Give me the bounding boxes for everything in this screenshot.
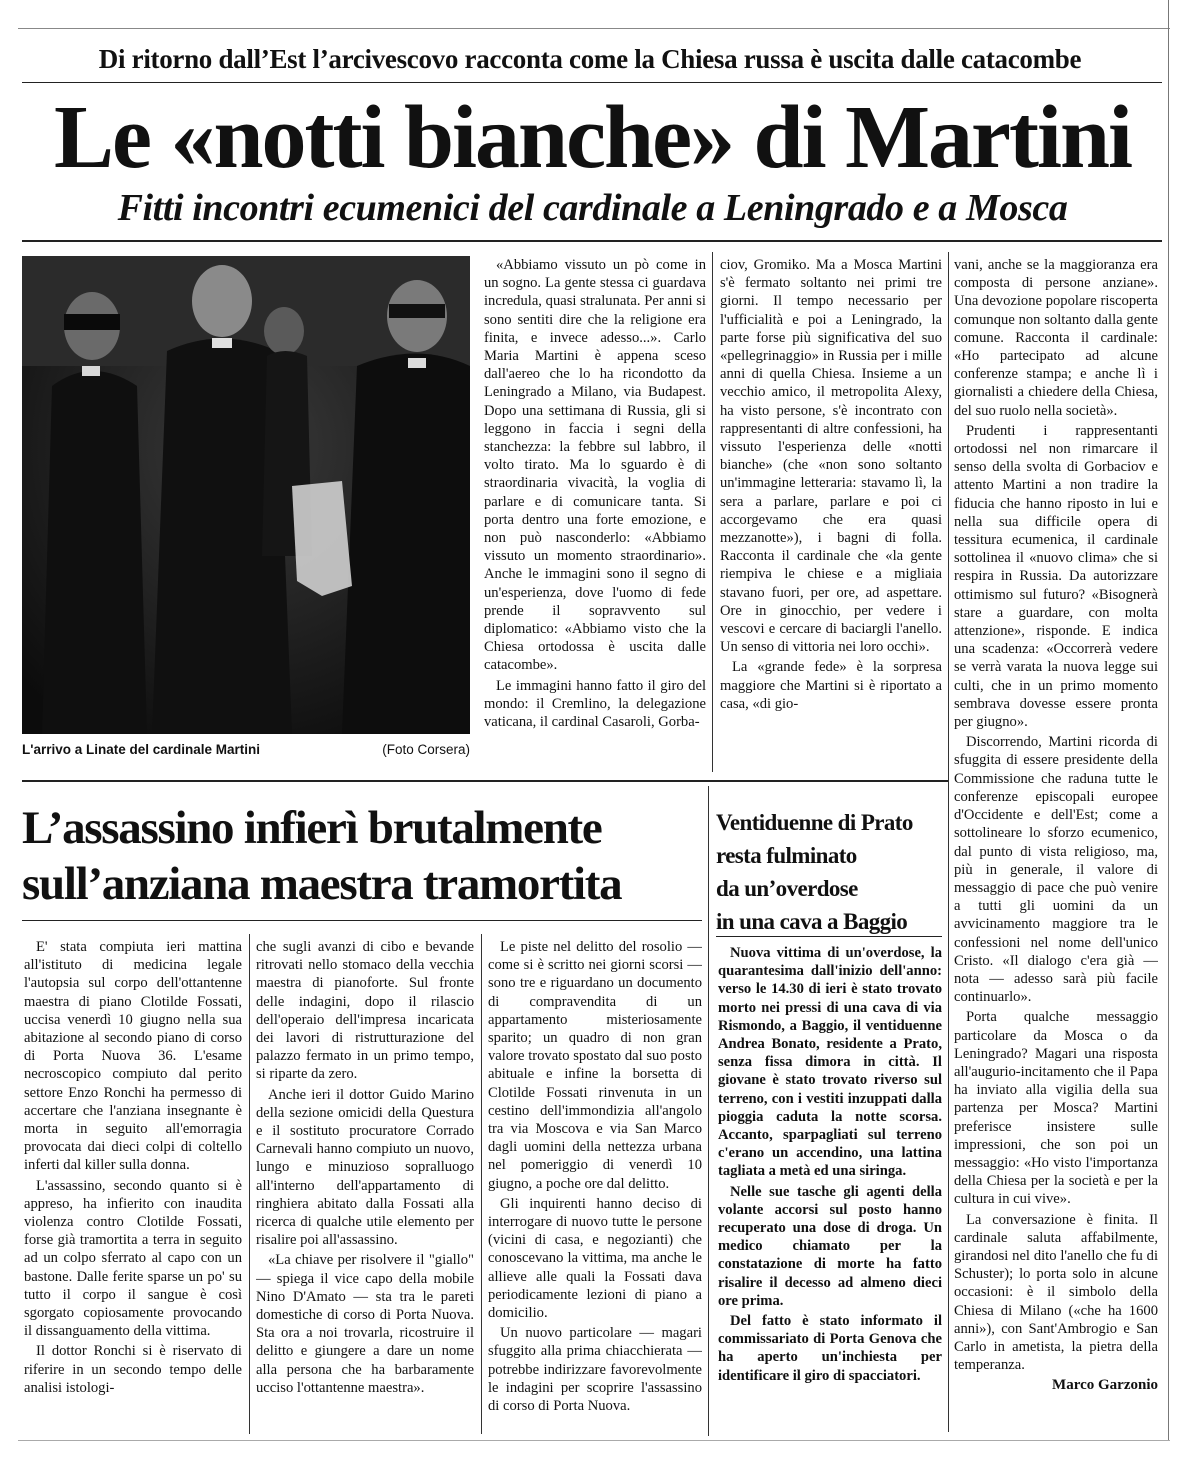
paragraph: Nelle sue tasche gli agenti della volante accorsi sul posto hanno recuperato una dose di droga. Un medico chiamato per la constatazione di morte ha fatto risalire il decesso ad almeno dieci ore prima.	[718, 1183, 942, 1309]
right-edge-rule	[1168, 0, 1169, 1440]
paragraph: La «grande fede» è la sorpresa maggiore che Martini si è riportato a casa, «di gio-	[720, 659, 942, 712]
photo-caption: L'arrivo a Linate del cardinale Martini	[22, 742, 261, 757]
overdose-headline	[716, 806, 946, 938]
paragraph: vani, anche se la maggioranza era composta di persone anziane». Una devozione popolare riscoperta comunque non soltanto dalla gente comune. Racconta il cardinale: «Ho partecipato ad alcune conferenze stampa; e anche lì i giornalisti a chiedere della Chiesa, del suo ruolo nella società».	[954, 257, 1158, 419]
photo	[22, 256, 470, 734]
assassino-headline-line-1: L’assassino infierì brutalmente	[22, 802, 602, 854]
paragraph: Nuova vittima di un'overdose, la quarantesima dall'inizio dell'anno: verso le 14.30 di ieri è stato trovato morto nei pressi di una cava di via Rismondo, a Baggio, il ventiduenne Andrea Bonato, residente a Prato, senza fissa dimora in città. Il giovane è stato trovato riverso sul terreno, con i vestiti inzuppati dalla pioggia caduta la notte scorsa. Accanto, sparpagliati sul terreno c'erano un accendino, una lattina tagliata a metà ed una siringa.	[718, 945, 942, 1180]
byline: Marco Garzonio	[1052, 1377, 1158, 1394]
paragraph: Un nuovo particolare — magari sfuggito alla prima chiacchierata — potrebbe indirizzare favorevolmente le indagini per scoprire l'assassino di corso di Porta Nuova.	[488, 1325, 702, 1415]
assassino-headline	[22, 800, 702, 912]
assassino-column-2	[256, 938, 474, 1436]
photo-image	[22, 256, 470, 734]
paragraph: «La chiave per risolvere il "giallo" — spiega il vice capo della mobile Nino D'Amato — sta tra le pareti domestiche di corso di Porta Nuova. Sta ora a noi trovarla, ricostruire il delitto e giungere a dare un nome alla persona che ha barbaramente ucciso l'ottantenne maestra».	[256, 1252, 474, 1396]
paragraph: che sugli avanzi di cibo e bevande ritrovati nello stomaco della vecchia maestra di pianoforte. Sul fronte delle indagini, dopo il rilascio dell'operaio dell'impresa incaricata dei lavori di ristrutturazione del palazzo fermato in un primo tempo, si riparte da zero.	[256, 939, 474, 1083]
overdose-headline-line-2: resta fulminato	[716, 843, 857, 868]
column-rule	[481, 934, 482, 1434]
paragraph: Le immagini hanno fatto il giro del mondo: il Cremlino, la delegazione vaticana, il cardinal Casaroli, Gorba-	[484, 677, 706, 731]
paragraph: La conversazione è finita. Il cardinale saluta affabilmente, girandosi nel dito l'anello che fu di Schuster); lo porta solo in alcune occasioni: è il simbolo della Chiesa di Milano («che ha 1600 anni»), con Sant'Ambrogio e San Carlo in ametista, la pietra della temperanza.	[954, 1211, 1158, 1374]
paragraph: Del fatto è stato informato il commissariato di Porta Genova che ha aperto un'inchiesta per identificare il giro di spacciatori.	[718, 1313, 942, 1384]
assassino-column-3	[488, 938, 702, 1436]
paragraph: Porta qualche messaggio particolare da Mosca o da Leningrado? Magari una risposta all'augurio-incitamento che il Papa ha inviato alla vigilia della sua partenza per Mosca? Martini preferisce insistere sulle impressioni, che son poi un messaggio: «Ho visto l'importanza della Chiesa per la società e per la cultura in cui vive».	[954, 1009, 1158, 1208]
overdose-rule	[716, 936, 942, 937]
paragraph: L'assassino, secondo quanto si è appreso, ha infierito con inaudita violenza contro Clotilde Fossati, forse già tramortita a terra in seguito ad un colpo sferrato al capo con un bastone. Dalle ferite sparse un po' su tutto il corpo il sangue è così sgorgato copiosamente provocando il dissanguamento della vittima.	[24, 1177, 242, 1340]
paragraph: ciov, Gromiko. Ma a Mosca Martini s'è fermato soltanto nei primi tre giorni. Il tempo necessario per l'ufficialità e poi a Leningrado, la parte forse più significativa del suo «pellegrinaggio» in Russia per i mille anni di quella Chiesa. Insieme a un vecchio amico, il metropolita Alexy, ha visto persone, s'è incontrato con rappresentanti di altre confessioni, ha vissuto l'esperienza delle «notti bianche» (che «non sono soltanto un'immagine letteraria: stavamo lì, la sera a parlare, parlare e poi ci accorgevamo che era quasi mezzanotte»), i bagni di folla. Racconta il cardinale che «la gente riempiva le chiese e a migliaia stavano fuori, per ore, ad aspettare. Ore in ginocchio, per vedere i vescovi e cercare di baciargli l'anello. Un senso di vittoria nei loro occhi».	[720, 257, 942, 656]
overdose-column	[718, 944, 942, 1434]
bottom-rule	[18, 1440, 1170, 1441]
paragraph: Le piste nel delitto del rosolio — come si è scritto nei giorni scorsi — sono tre e riguardano un documento di compravendita di un appartamento misteriosamente sparito; un quadro di non gran valore trovato spostato dal suo posto abituale e infine la borsetta di Clotilde Fossati rinvenuta in un cestino dell'immondizia all'angolo tra via Moscova e via San Marco dagli uomini della nettezza urbana nel pomeriggio di venerdì 10 giugno, a poche ore dal delitto.	[488, 939, 702, 1192]
column-rule	[948, 252, 949, 1432]
subheadline: Fitti incontri ecumenici del cardinale a Leningrado e a Mosca	[117, 187, 1068, 229]
paragraph: Discorrendo, Martini ricorda di sfuggita di essere presidente della Commissione che raduna tutte le conferenze episcopali europee d'Occidente e dell'Est; come a sottolineare lo sforzo ecumenico, dal punto di vista religioso, ma, più in generale, il valore di messaggio di pace che può venire a tutti gli uomini da un avvicinamento maggiore tra le confessioni nel nome dell'unico Cristo. «Il dialogo c'era già — nota — adesso sarà più facile continuarlo».	[954, 734, 1158, 1006]
photo-caption-row	[22, 742, 470, 762]
martini-column-1	[484, 256, 706, 772]
paragraph: Il dottor Ronchi si è riservato di riferire in un secondo tempo delle analisi istologi-	[24, 1343, 242, 1396]
column-rule	[708, 786, 709, 1436]
photo-credit: (Foto Corsera)	[382, 742, 470, 757]
martini-column-3	[954, 256, 1158, 1436]
paragraph: Prudenti i rappresentanti ortodossi nel non rimarcare il senso della svolta di Gorbaciov e attento Martini a non tradire la fiducia che hanno riposto in lui e nella sua difficile opera di tessitura ecumenica, il cardinale sottolinea il «nuovo clima» che si respira in Russia. Da autorizzare ottimismo sul futuro? «Bisognerà stare a guardare, con molta attenzione», risponde. E indica una scadenza: «Occorrerà vedere se verrà varata la nuova legge sui culti, che in un primo momento sembrava dovesse essere pronta per giugno».	[954, 422, 1158, 731]
assassino-column-1	[24, 938, 242, 1436]
top-rule	[18, 28, 1170, 29]
overdose-headline-line-1: Ventiduenne di Prato	[716, 810, 913, 835]
overdose-headline-line-4: in una cava a Baggio	[716, 909, 908, 934]
paragraph: Anche ieri il dottor Guido Marino della sezione omicidi della Questura e il sostituto procuratore Corrado Carnevali hanno compiuto un nuovo, lungo e minuzioso sopralluogo all'interno dell'appartamento di ringhiera abitato dalla Fossati alla ricerca di qualche utile elemento per risalire poi all'assassino.	[256, 1086, 474, 1249]
paragraph: E' stata compiuta ieri mattina all'istituto di medicina legale l'autopsia sul corpo dell'ottantenne maestra di piano Clotilde Fossati, uccisa venerdì 10 giugno nella sua abitazione al secondo piano di corso di Porta Nuova 36. L'esame necroscopico compiuto dal perito settore Enzo Ronchi ha permesso di accertare che l'anziana insegnante è morta in seguito all'emorragia provocata dai dieci colpi di coltello inferti dal killer sulla donna.	[24, 939, 242, 1174]
assassino-rule	[22, 920, 702, 921]
martini-column-2	[720, 256, 942, 772]
column-rule	[249, 934, 250, 1434]
column-rule	[712, 252, 713, 772]
paragraph: Gli inquirenti hanno deciso di interrogare di nuovo tutte le persone (vicini di casa, e negozianti) che conoscevano la vittima, ma anche le allieve alle quali la Fossati dava periodicamente lezioni di piano a domicilio.	[488, 1195, 702, 1322]
kicker-rule	[22, 82, 1162, 83]
paragraph: «Abbiamo vissuto un pò come in un sogno. La gente stessa ci guardava incredula, quasi stralunata. Per anni si sono sentiti dire che la religione era finita, e invece adesso...». Carlo Maria Martini è appena sceso dall'aereo che lo ha ricondotto da Leningrado a Milano, via Budapest. Dopo una settimana di Russia, gli si leggono in faccia i segni della stanchezza: la febbre sul labbro, il volto tirato. Ma lo sguardo è di straordinaria vivacità, la voglia di parlare e di comunicare tanta. Si porta dentro una forte emozione, e non può nasconderlo: «Abbiamo vissuto un momento straordinario». Anche le immagini sono il segno di un'esperienza, dove l'uomo di fede prende il sopravvento sul diplomatico: «Abbiamo visto che la Chiesa ortodossa è uscita dalle catacombe».	[484, 257, 706, 674]
kicker: Di ritorno dall’Est l’arcivescovo racconta come la Chiesa russa è uscita dalle catacombe	[98, 44, 1082, 74]
subhead-rule	[22, 240, 1162, 242]
headline: Le «notti bianche» di Martini	[53, 88, 1132, 187]
section-rule	[22, 780, 948, 782]
overdose-headline-line-3: da un’overdose	[716, 876, 858, 901]
assassino-headline-line-2: sull’anziana maestra tramortita	[22, 858, 622, 910]
